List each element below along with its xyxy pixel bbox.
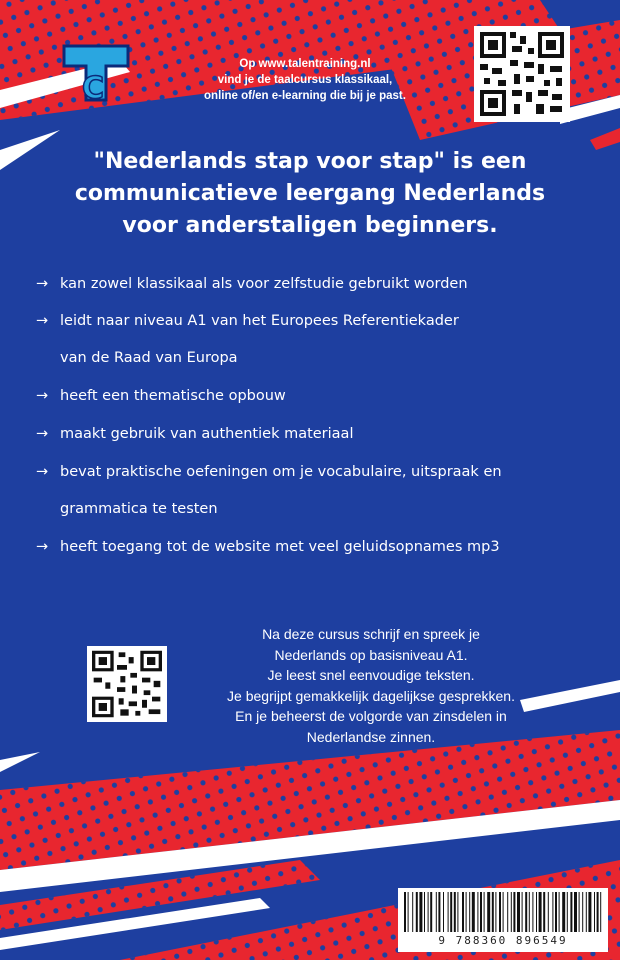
barcode-bar [570, 892, 572, 932]
barcode-bar [586, 892, 587, 932]
barcode-bar [412, 892, 413, 932]
feature-text: maakt gebruik van authentiek materiaal [60, 426, 354, 442]
barcode-bar [408, 892, 409, 932]
barcode-icon [398, 888, 608, 934]
qr-code-icon [87, 646, 167, 722]
headline-line-2: communicatieve leergang Nederlands [74, 181, 546, 206]
barcode-bar [484, 892, 485, 932]
barcode-bar [525, 892, 527, 932]
isbn-number: 9 788360 896549 [438, 934, 568, 947]
course-outcome-line-1: Na deze cursus schrijf en spreek je [262, 626, 480, 642]
barcode-bar [487, 892, 490, 932]
barcode-bar [543, 892, 545, 932]
headline [40, 146, 580, 242]
barcode-bar [567, 892, 568, 932]
barcode-bar [597, 892, 599, 932]
barcode-bar [454, 892, 456, 932]
list-item-continuation: van de Raad van Europa [60, 350, 238, 366]
list-item [36, 313, 459, 329]
feature-text: kan zowel klassikaal als voor zelfstudie gebruikt worden [60, 276, 468, 292]
arrow-right-icon: → [36, 539, 49, 555]
barcode-bar [424, 892, 425, 932]
barcode-bar [511, 892, 512, 932]
course-outcome-line-4: Je begrijpt gemakkelijk dagelijkse gesprekken. [227, 687, 515, 704]
barcode-bar [466, 892, 467, 932]
barcode-bar [513, 892, 515, 932]
barcode-bar [469, 892, 470, 932]
arrow-right-icon: → [36, 464, 49, 480]
course-outcome [182, 624, 560, 747]
feature-text: leidt naar niveau A1 van het Europees Referentiekader [60, 313, 459, 329]
barcode-bar [462, 892, 464, 932]
barcode-bar [492, 892, 494, 932]
barcode-bar [539, 892, 542, 932]
barcode-bar [529, 892, 530, 932]
barcode-bar [503, 892, 504, 932]
tc-logo [60, 40, 132, 108]
feature-text: heeft een thematische opbouw [60, 388, 286, 404]
course-outcome-line-6: Nederlandse zinnen. [306, 728, 436, 745]
barcode-bar [419, 892, 422, 932]
barcode-bar [522, 892, 523, 932]
svg-text:C: C [82, 71, 105, 106]
course-outcome-line-3: Je leest snel eenvoudige teksten. [267, 667, 475, 683]
website-info-line-3: online of/en e-learning die bij je past. [204, 90, 406, 102]
feature-text: heeft toegang tot de website met veel geluidsopnames mp3 [60, 539, 500, 555]
barcode-bar [472, 892, 475, 932]
barcode-bar [443, 892, 444, 932]
arrow-right-icon: → [36, 313, 49, 329]
barcode-bar [594, 892, 595, 932]
course-outcome-line-5: En je beheerst de volgorde van zinsdelen in [235, 708, 507, 724]
list-item [36, 276, 468, 292]
barcode-bar [562, 892, 565, 932]
barcode-bar [536, 892, 537, 932]
list-item [36, 539, 500, 555]
barcode-bar [517, 892, 520, 932]
list-item [36, 426, 353, 442]
headline-line-1: "Nederlands stap voor stap" is een [93, 149, 527, 174]
website-info-line-1: Op www.talentraining.nl [239, 58, 371, 70]
barcode-bar [579, 892, 580, 932]
barcode-bar [507, 892, 508, 932]
barcode-bar [428, 892, 429, 932]
barcode-bar [600, 892, 601, 932]
headline-line-3: voor anderstaligen beginners. [122, 213, 498, 238]
barcode-bar [457, 892, 458, 932]
barcode-bar [555, 892, 557, 932]
qr-code-top[interactable] [474, 26, 570, 122]
course-outcome-line-2: Nederlands op basisniveau A1. [274, 646, 468, 663]
barcode-bar [548, 892, 549, 932]
barcode-bar [552, 892, 553, 932]
barcode-bar [582, 892, 583, 932]
barcode-bar [404, 892, 406, 932]
barcode-bar [438, 892, 440, 932]
barcode-bar [588, 892, 591, 932]
qr-code-icon [474, 26, 570, 122]
barcode-bar [450, 892, 452, 932]
barcode-bar [495, 892, 496, 932]
list-item [36, 464, 502, 480]
arrow-right-icon: → [36, 388, 49, 404]
barcode-bar [532, 892, 533, 932]
barcode-bar [448, 892, 449, 932]
barcode-bar [477, 892, 478, 932]
website-info-line-2: vind je de taalcursus klassikaal, [217, 74, 393, 86]
barcode-bar [574, 892, 577, 932]
arrow-right-icon: → [36, 276, 49, 292]
list-item-continuation: grammatica te testen [60, 501, 218, 517]
barcode-bar [436, 892, 437, 932]
barcode-bar [416, 892, 418, 932]
barcode-bar [480, 892, 482, 932]
qr-code-bottom[interactable] [87, 646, 167, 722]
barcode-bar [559, 892, 560, 932]
arrow-right-icon: → [36, 426, 49, 442]
website-info [150, 56, 460, 104]
barcode-bar [430, 892, 432, 932]
list-item [36, 388, 286, 404]
feature-text: bevat praktische oefeningen om je vocabulaire, uitspraak en [60, 464, 502, 480]
isbn-barcode [398, 888, 608, 952]
barcode-bar [499, 892, 501, 932]
